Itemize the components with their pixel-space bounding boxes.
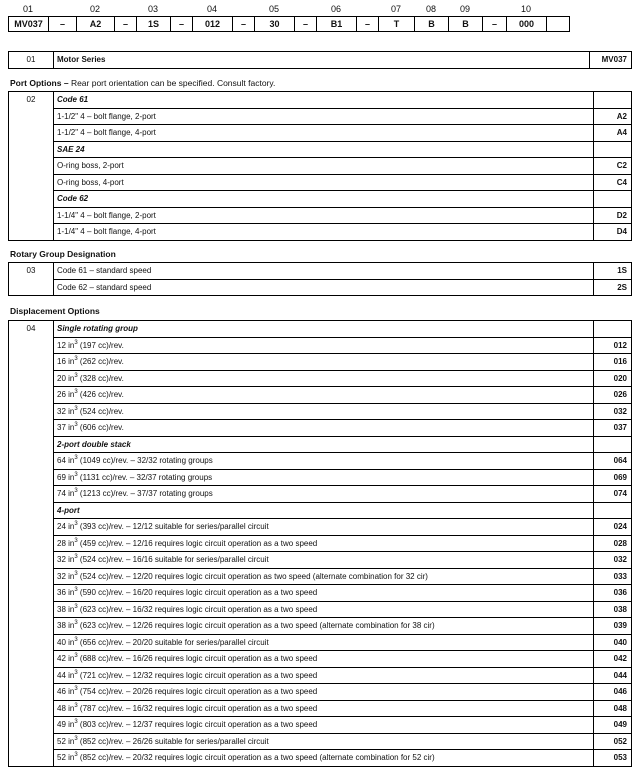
option-code: 032 [594, 403, 632, 420]
ordering-code-strip [8, 16, 630, 33]
port-options-description: Rear port orientation can be specified. Consult factory. [70, 78, 276, 88]
table-row [9, 469, 632, 486]
option-code: 038 [594, 601, 632, 618]
table-row [9, 321, 632, 338]
group-label: SAE 24 [54, 141, 594, 158]
displacement-detail: (787 cc)/rev. – 16/32 requires logic circuit operation as a two speed [77, 703, 318, 713]
table-row [9, 733, 632, 750]
option-description [54, 568, 594, 585]
option-description [54, 453, 594, 470]
ordering-code-position-number: 08 [425, 4, 436, 14]
displacement-value: 49 in [57, 720, 75, 730]
motor-series-table [8, 51, 632, 69]
option-code: 074 [594, 486, 632, 503]
displacement-value: 40 in [57, 637, 75, 647]
ordering-code-box: B [414, 16, 448, 32]
option-description [54, 684, 594, 701]
group-label: Single rotating group [54, 321, 594, 338]
displacement-value: 36 in [57, 588, 75, 598]
option-code [594, 141, 632, 158]
table-row [9, 502, 632, 519]
motor-series-label: Motor Series [54, 52, 590, 69]
displacement-detail: (623 cc)/rev. – 16/32 requires logic circuit operation as a two speed [77, 604, 318, 614]
table-row [9, 337, 632, 354]
option-description [54, 601, 594, 618]
unit-superscript: 3 [74, 521, 78, 528]
port-options-table [8, 91, 632, 241]
option-description [54, 717, 594, 734]
displacement-detail: (524 cc)/rev. – 16/16 suitable for series/parallel circuit [77, 555, 269, 565]
option-code: 048 [594, 700, 632, 717]
option-number: 04 [9, 321, 54, 767]
unit-superscript: 3 [74, 636, 78, 643]
displacement-value: 32 in [57, 571, 75, 581]
displacement-detail: (1131 cc)/rev. – 32/37 rotating groups [77, 472, 213, 482]
option-description: Code 61 – standard speed [54, 263, 594, 280]
ordering-code-position-number: 04 [206, 4, 217, 14]
displacement-detail: (1213 cc)/rev. – 37/37 rotating groups [77, 489, 213, 499]
displacement-detail: (852 cc)/rev. – 26/26 suitable for series/parallel circuit [77, 736, 269, 746]
displacement-detail: (590 cc)/rev. – 16/20 requires logic circuit operation as a two speed [77, 588, 318, 598]
option-code: C4 [594, 174, 632, 191]
option-code: A2 [594, 108, 632, 125]
ordering-code-position-number: 02 [89, 4, 100, 14]
option-code: 046 [594, 684, 632, 701]
ordering-code-box: MV037 [8, 16, 48, 32]
displacement-detail: (721 cc)/rev. – 12/32 requires logic circuit operation as a two speed [77, 670, 318, 680]
unit-superscript: 3 [74, 603, 78, 610]
option-code: 2S [594, 279, 632, 296]
option-code: 020 [594, 370, 632, 387]
option-description [54, 700, 594, 717]
option-code: 032 [594, 552, 632, 569]
unit-superscript: 3 [74, 702, 78, 709]
table-row [9, 667, 632, 684]
option-code: 039 [594, 618, 632, 635]
group-label: 4-port [54, 502, 594, 519]
option-description: 1-1/2" 4 – bolt flange, 2-port [54, 108, 594, 125]
table-row [9, 420, 632, 437]
option-code: 044 [594, 667, 632, 684]
table-row [9, 651, 632, 668]
option-code: D2 [594, 207, 632, 224]
option-number: 03 [9, 263, 54, 296]
displacement-detail: (328 cc)/rev. [77, 373, 124, 383]
displacement-value: 32 in [57, 555, 75, 565]
displacement-value: 69 in [57, 472, 75, 482]
displacement-detail: (262 cc)/rev. [77, 357, 124, 367]
displacement-value: 64 in [57, 456, 75, 466]
displacement-value: 20 in [57, 373, 75, 383]
port-options-heading [10, 78, 275, 88]
option-description [54, 651, 594, 668]
table-row [9, 108, 632, 125]
option-code: 042 [594, 651, 632, 668]
displacement-detail: (656 cc)/rev. – 20/20 suitable for series/parallel circuit [77, 637, 269, 647]
displacement-value: 12 in [57, 340, 75, 350]
option-description [54, 585, 594, 602]
unit-superscript: 3 [74, 686, 78, 693]
option-code: 040 [594, 634, 632, 651]
option-number: 01 [9, 52, 54, 69]
option-description [54, 634, 594, 651]
table-row [9, 750, 632, 767]
table-row [9, 585, 632, 602]
table-row [9, 436, 632, 453]
unit-superscript: 3 [74, 356, 78, 363]
unit-superscript: 3 [74, 735, 78, 742]
displacement-detail: (426 cc)/rev. [77, 390, 124, 400]
option-description [54, 370, 594, 387]
option-description [54, 403, 594, 420]
table-row [9, 568, 632, 585]
option-description: O-ring boss, 2-port [54, 158, 594, 175]
option-code [594, 321, 632, 338]
displacement-detail: (1049 cc)/rev. – 32/32 rotating groups [77, 456, 213, 466]
table-row [9, 191, 632, 208]
table-row [9, 52, 632, 69]
table-row [9, 141, 632, 158]
group-label: Code 61 [54, 92, 594, 109]
ordering-code-box: 012 [192, 16, 232, 32]
ordering-code-position-number: 01 [22, 4, 33, 14]
option-description: Code 62 – standard speed [54, 279, 594, 296]
table-row [9, 92, 632, 109]
option-description [54, 535, 594, 552]
option-code [594, 436, 632, 453]
option-code: C2 [594, 158, 632, 175]
displacement-value: 16 in [57, 357, 75, 367]
option-code: 053 [594, 750, 632, 767]
table-row [9, 700, 632, 717]
unit-superscript: 3 [74, 488, 78, 495]
option-code [594, 502, 632, 519]
unit-superscript: 3 [74, 570, 78, 577]
table-row [9, 370, 632, 387]
displacement-value: 38 in [57, 621, 75, 631]
option-description [54, 618, 594, 635]
option-code [594, 191, 632, 208]
option-description [54, 667, 594, 684]
displacement-detail: (524 cc)/rev. [77, 406, 124, 416]
table-row [9, 387, 632, 404]
option-code: 033 [594, 568, 632, 585]
table-row [9, 618, 632, 635]
table-row [9, 263, 632, 280]
ordering-code-position-number: 05 [268, 4, 279, 14]
option-code: 037 [594, 420, 632, 437]
option-description: O-ring boss, 4-port [54, 174, 594, 191]
ordering-code-box: – [294, 16, 316, 32]
table-row [9, 535, 632, 552]
table-row [9, 354, 632, 371]
option-code: 069 [594, 469, 632, 486]
displacement-detail: (524 cc)/rev. – 12/20 requires logic circuit operation as two speed (alternate combination for 32 cir) [77, 571, 428, 581]
table-row [9, 125, 632, 142]
table-row [9, 486, 632, 503]
table-row [9, 453, 632, 470]
displacement-value: 24 in [57, 522, 75, 532]
unit-superscript: 3 [74, 669, 78, 676]
unit-superscript: 3 [74, 752, 78, 759]
displacement-value: 52 in [57, 736, 75, 746]
unit-superscript: 3 [74, 587, 78, 594]
ordering-code-box [546, 16, 570, 32]
ordering-code-box: B [448, 16, 482, 32]
option-code: 016 [594, 354, 632, 371]
ordering-code-box: T [378, 16, 414, 32]
option-description [54, 733, 594, 750]
option-description [54, 486, 594, 503]
displacement-value: 52 in [57, 753, 75, 763]
option-code: 012 [594, 337, 632, 354]
unit-superscript: 3 [74, 719, 78, 726]
group-label: Code 62 [54, 191, 594, 208]
table-row [9, 634, 632, 651]
option-description: 1-1/2" 4 – bolt flange, 4-port [54, 125, 594, 142]
option-description [54, 354, 594, 371]
displacement-value: 48 in [57, 703, 75, 713]
ordering-code-box: 1S [136, 16, 170, 32]
option-description: 1-1/4" 4 – bolt flange, 4-port [54, 224, 594, 241]
ordering-code-position-numbers [8, 4, 630, 16]
option-code: 036 [594, 585, 632, 602]
displacement-detail: (606 cc)/rev. [77, 423, 124, 433]
option-code: 024 [594, 519, 632, 536]
option-code: 064 [594, 453, 632, 470]
displacement-value: 32 in [57, 406, 75, 416]
ordering-code-box: – [114, 16, 136, 32]
group-label: 2-port double stack [54, 436, 594, 453]
ordering-code-box: 000 [506, 16, 546, 32]
table-row [9, 224, 632, 241]
displacement-detail: (459 cc)/rev. – 12/16 requires logic circuit operation as a two speed [77, 538, 318, 548]
displacement-value: 74 in [57, 489, 75, 499]
rotary-group-table [8, 262, 632, 296]
table-row [9, 158, 632, 175]
option-code: D4 [594, 224, 632, 241]
option-description [54, 469, 594, 486]
ordering-code-position-number: 06 [330, 4, 341, 14]
unit-superscript: 3 [74, 455, 78, 462]
displacement-detail: (688 cc)/rev. – 16/26 requires logic circuit operation as a two speed [77, 654, 318, 664]
unit-superscript: 3 [74, 389, 78, 396]
table-row [9, 174, 632, 191]
ordering-code-box: – [170, 16, 192, 32]
displacement-detail: (623 cc)/rev. – 12/26 requires logic circuit operation as a two speed (alternate combination for 38 cir) [77, 621, 435, 631]
displacement-value: 44 in [57, 670, 75, 680]
unit-superscript: 3 [74, 537, 78, 544]
port-options-title: Port Options – [10, 78, 69, 88]
option-code: 1S [594, 263, 632, 280]
option-description: 1-1/4" 4 – bolt flange, 2-port [54, 207, 594, 224]
displacement-detail: (852 cc)/rev. – 20/32 requires logic circuit operation as a two speed (alternate combination for 52 cir) [77, 753, 435, 763]
displacement-detail: (754 cc)/rev. – 20/26 requires logic circuit operation as a two speed [77, 687, 318, 697]
option-description [54, 387, 594, 404]
option-code: 049 [594, 717, 632, 734]
motor-series-code: MV037 [590, 52, 632, 69]
ordering-code-box: – [48, 16, 76, 32]
option-code [594, 92, 632, 109]
table-row [9, 717, 632, 734]
option-code: 052 [594, 733, 632, 750]
option-code: 028 [594, 535, 632, 552]
displacement-heading: Displacement Options [10, 306, 100, 316]
table-row [9, 207, 632, 224]
table-row [9, 519, 632, 536]
table-row [9, 684, 632, 701]
option-description [54, 750, 594, 767]
rotary-group-heading: Rotary Group Designation [10, 249, 116, 259]
table-row [9, 403, 632, 420]
unit-superscript: 3 [74, 620, 78, 627]
displacement-value: 38 in [57, 604, 75, 614]
option-number: 02 [9, 92, 54, 241]
unit-superscript: 3 [74, 339, 78, 346]
option-code: 026 [594, 387, 632, 404]
ordering-code-position-number: 03 [147, 4, 158, 14]
table-row [9, 552, 632, 569]
ordering-code-position-number: 10 [520, 4, 531, 14]
ordering-code-box: A2 [76, 16, 114, 32]
table-row [9, 279, 632, 296]
displacement-value: 46 in [57, 687, 75, 697]
ordering-code-box: B1 [316, 16, 356, 32]
option-description [54, 420, 594, 437]
unit-superscript: 3 [74, 554, 78, 561]
displacement-value: 42 in [57, 654, 75, 664]
unit-superscript: 3 [74, 372, 78, 379]
ordering-code-position-number: 07 [390, 4, 401, 14]
unit-superscript: 3 [74, 471, 78, 478]
displacement-detail: (197 cc)/rev. [77, 340, 124, 350]
displacement-value: 26 in [57, 390, 75, 400]
ordering-code-box: – [482, 16, 506, 32]
unit-superscript: 3 [74, 653, 78, 660]
ordering-code-position-number: 09 [459, 4, 470, 14]
displacement-detail: (393 cc)/rev. – 12/12 suitable for series/parallel circuit [77, 522, 269, 532]
option-code: A4 [594, 125, 632, 142]
unit-superscript: 3 [74, 405, 78, 412]
displacement-value: 28 in [57, 538, 75, 548]
option-description [54, 337, 594, 354]
displacement-options-table [8, 320, 632, 767]
option-description [54, 519, 594, 536]
ordering-code-box: – [232, 16, 254, 32]
unit-superscript: 3 [74, 422, 78, 429]
table-row [9, 601, 632, 618]
ordering-code-box: – [356, 16, 378, 32]
displacement-detail: (803 cc)/rev. – 12/37 requires logic circuit operation as a two speed [77, 720, 318, 730]
ordering-code-box: 30 [254, 16, 294, 32]
displacement-value: 37 in [57, 423, 75, 433]
option-description [54, 552, 594, 569]
